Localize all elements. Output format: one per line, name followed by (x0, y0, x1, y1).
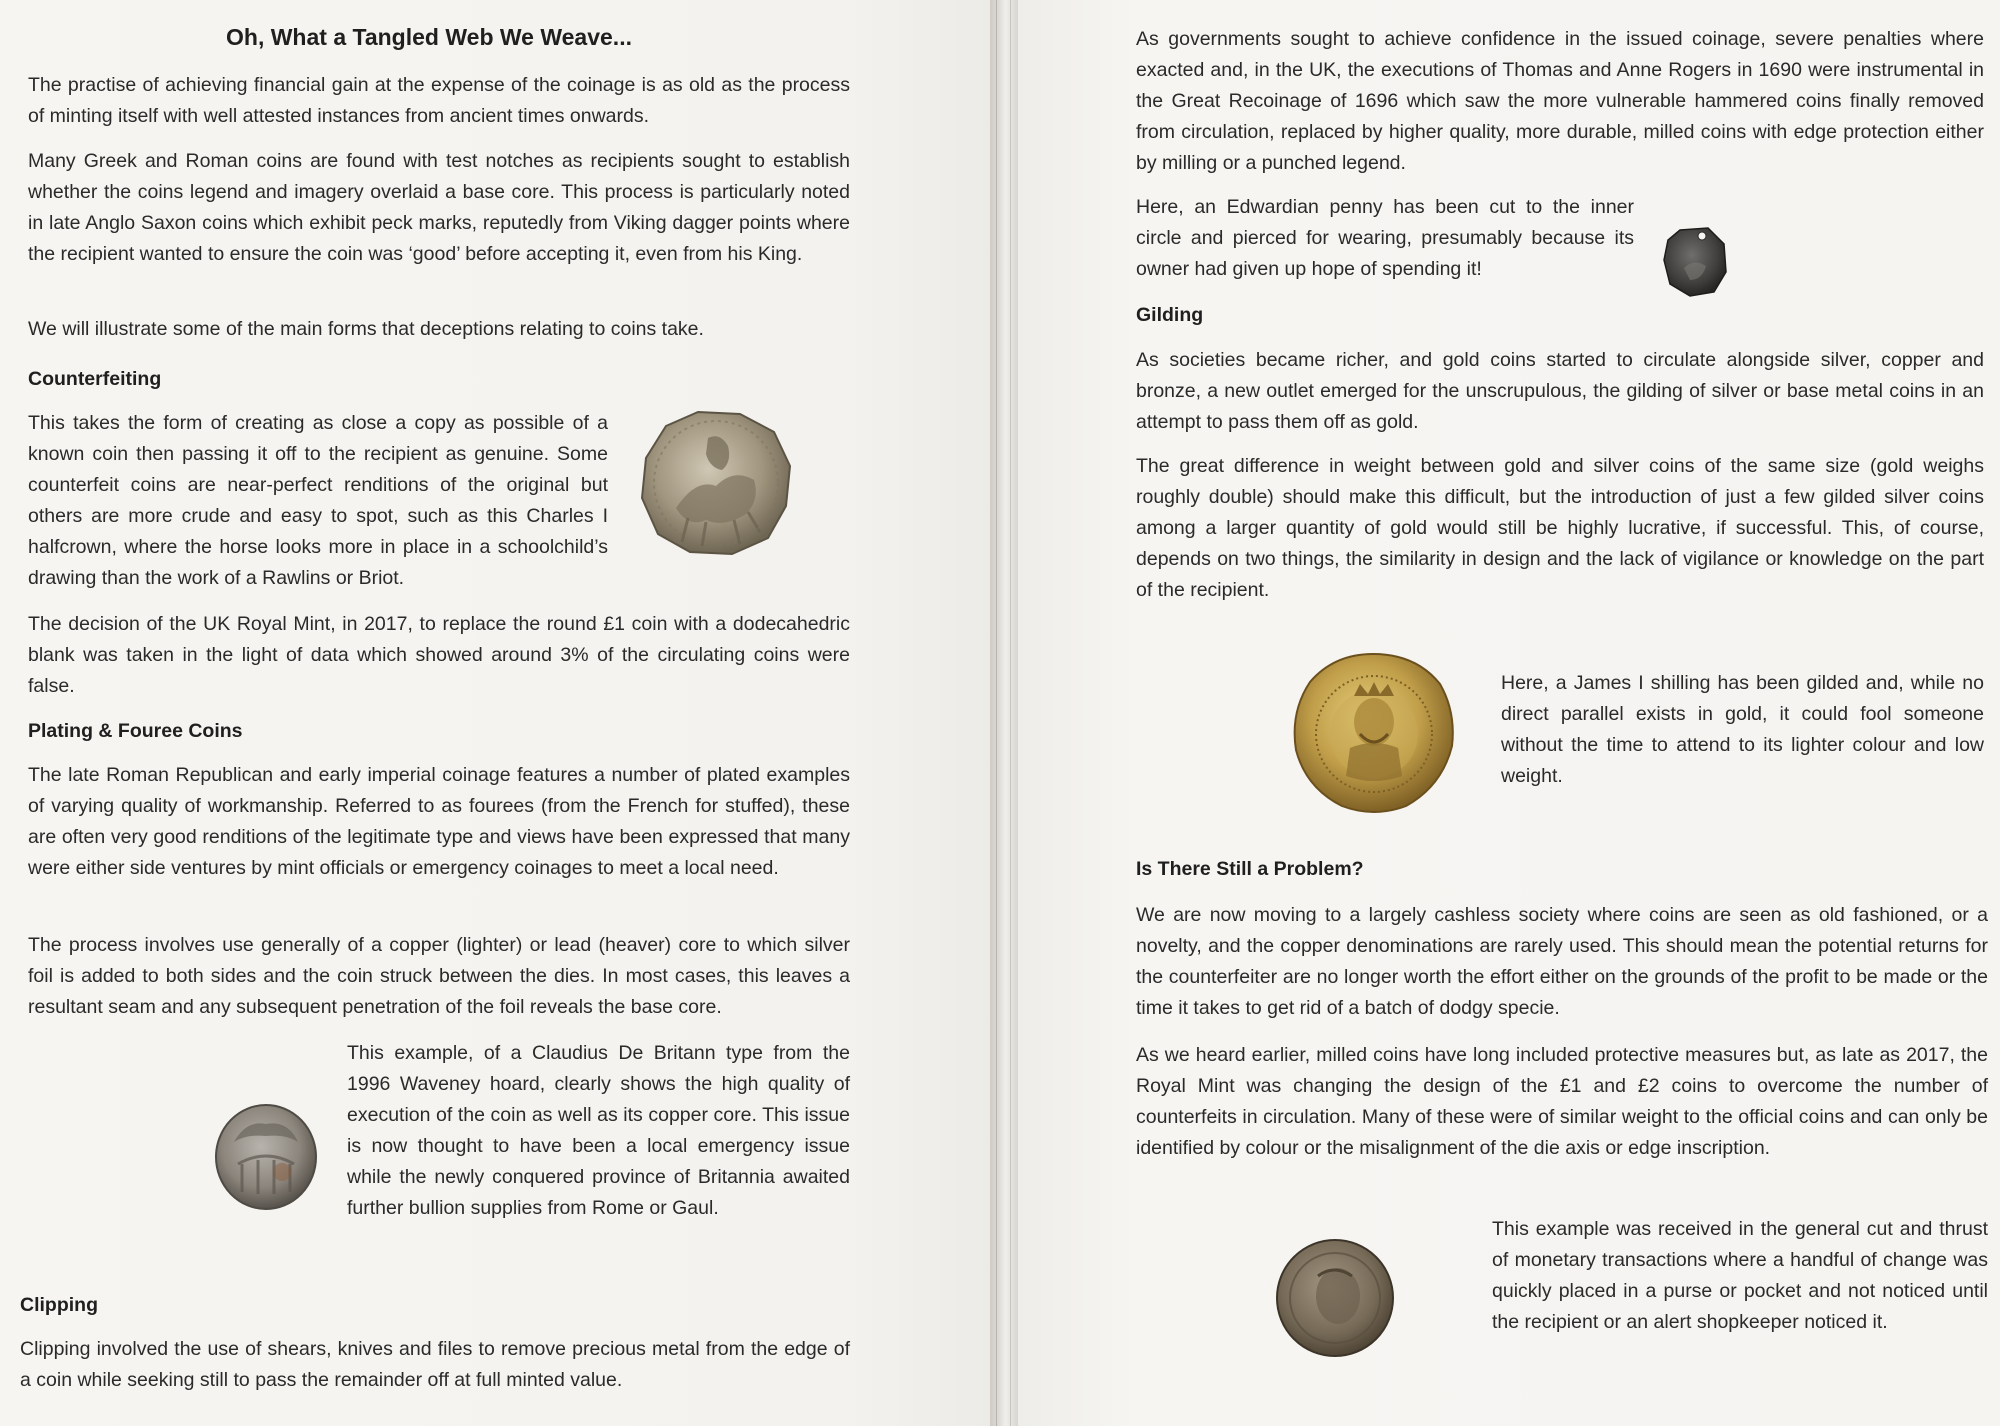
problem-heading: Is There Still a Problem? (1136, 858, 1364, 880)
claudius-de-britann-coin-image (212, 1102, 320, 1212)
plating-paragraph-1: The late Roman Republican and early imperial coinage features a number of plated examples of varying quality of workmanship. Referred to as fourees (from the French for stuffed), these are often very good renditions of the legitimate type and views have been expressed that many were either side ventures by mint officials or emergency coinages to meet a local need. (28, 764, 850, 879)
clipping-heading: Clipping (20, 1294, 98, 1316)
problem-paragraph-3: This example was received in the general cut and thrust of monetary transactions where a handful of change was quickly placed in a purse or pocket and not noticed until the recipient or an alert shopkeeper noticed it. (1492, 1218, 1988, 1333)
counterfeit-coin-image (1274, 1236, 1396, 1360)
intro-paragraph-2: Many Greek and Roman coins are found with test notches as recipients sought to establish whether the coins legend and imagery overlaid a base core. This process is particularly noted in late Anglo Saxon coins which exhibit peck marks, reputedly from Viking dagger points where the recipient wanted to ensure the coin was ‘good’ before accepting it, even from his King. (28, 150, 850, 265)
plating-heading: Plating & Fouree Coins (28, 720, 243, 742)
problem-paragraph-1: We are now moving to a largely cashless society where coins are seen as old fashioned, or a novelty, and the copper denominations are rarely used. This should mean the potential returns for the counterfeiter are no longer worth the effort either on the grounds of the profit to be made or the time it takes to get rid of a batch of dodgy specie. (1136, 904, 1988, 1019)
recoinage-paragraph: As governments sought to achieve confidence in the issued coinage, severe penalties where exacted and, in the UK, the executions of Thomas and Anne Rogers in 1690 were instrumental in the Great Recoinage of 1696 which saw the more vulnerable hammered coins finally removed from circulation, replaced by higher quality, more durable, milled coins with edge protection either by milling or a punched legend. (1136, 28, 1984, 174)
intro-paragraph-1: The practise of achieving financial gain at the expense of the coinage is as old as the process of minting itself with well attested instances from ancient times onwards. (28, 74, 850, 127)
left-page (0, 0, 990, 1426)
right-page (1018, 0, 2000, 1426)
counterfeiting-paragraph-1: This takes the form of creating as close a copy as possible of a known coin then passing it off to the recipient as genuine. Some counterfeit coins are near-perfect renditions of the original but others are more crude and easy to spot, such as this Charles I halfcrown, where the horse looks more in place in a schoolchild’s drawing than the work of a Rawlins or Briot. (28, 412, 608, 589)
edwardian-penny-coin-image (1660, 224, 1730, 300)
plating-paragraph-2: The process involves use generally of a copper (lighter) or lead (heaver) core to which silver foil is added to both sides and the coin struck between the dies. In most cases, this leaves a resultant seam and any subsequent penetration of the foil reveals the base core. (28, 934, 850, 1018)
edwardian-penny-paragraph: Here, an Edwardian penny has been cut to the inner circle and pierced for wearing, presumably because its owner had given up hope of spending it! (1136, 196, 1634, 280)
gilding-paragraph-3: Here, a James I shilling has been gilded and, while no direct parallel exists in gold, it could fool someone without the time to attend to its lighter colour and low weight. (1501, 672, 1984, 787)
gilding-paragraph-2: The great difference in weight between gold and silver coins of the same size (gold weighs roughly double) should make this difficult, but the introduction of just a few gilded silver coins among a larger quantity of gold would still be highly lucrative, if successful. This, of course, depends on two things, the similarity in design and the lack of vigilance or knowledge on the part of the recipient. (1136, 455, 1984, 601)
gilding-heading: Gilding (1136, 304, 1204, 326)
counterfeiting-paragraph-2: The decision of the UK Royal Mint, in 2017, to replace the round £1 coin with a dodecahedric blank was taken in the light of data which showed around 3% of the circulating coins were false. (28, 613, 850, 697)
clipping-paragraph-1: Clipping involved the use of shears, knives and files to remove precious metal from the edge of a coin while seeking still to pass the remainder off at full minted value. (20, 1338, 850, 1391)
charles-i-halfcrown-coin-image (636, 408, 796, 558)
page-gutter (990, 0, 1018, 1426)
james-i-gilded-shilling-coin-image (1288, 650, 1458, 818)
page-title: Oh, What a Tangled Web We Weave... (226, 24, 632, 50)
plating-paragraph-3: This example, of a Claudius De Britann type from the 1996 Waveney hoard, clearly shows the high quality of execution of the coin as well as its copper core. This issue is now thought to have been a local emergency issue while the newly conquered province of Britannia awaited further bullion supplies from Rome or Gaul. (347, 1042, 850, 1219)
gilding-paragraph-1: As societies became richer, and gold coins started to circulate alongside silver, copper and bronze, a new outlet emerged for the unscrupulous, the gilding of silver or base metal coins in an attempt to pass them off as gold. (1136, 349, 1984, 433)
counterfeiting-heading: Counterfeiting (28, 368, 162, 390)
problem-paragraph-2: As we heard earlier, milled coins have long included protective measures but, as late as 2017, the Royal Mint was changing the design of the £1 and £2 coins to overcome the number of counterfeits in circulation. Many of these were of similar weight to the official coins and can only be identified by colour or the misalignment of the die axis or edge inscription. (1136, 1044, 1988, 1159)
intro-paragraph-3: We will illustrate some of the main forms that deceptions relating to coins take. (28, 318, 704, 340)
